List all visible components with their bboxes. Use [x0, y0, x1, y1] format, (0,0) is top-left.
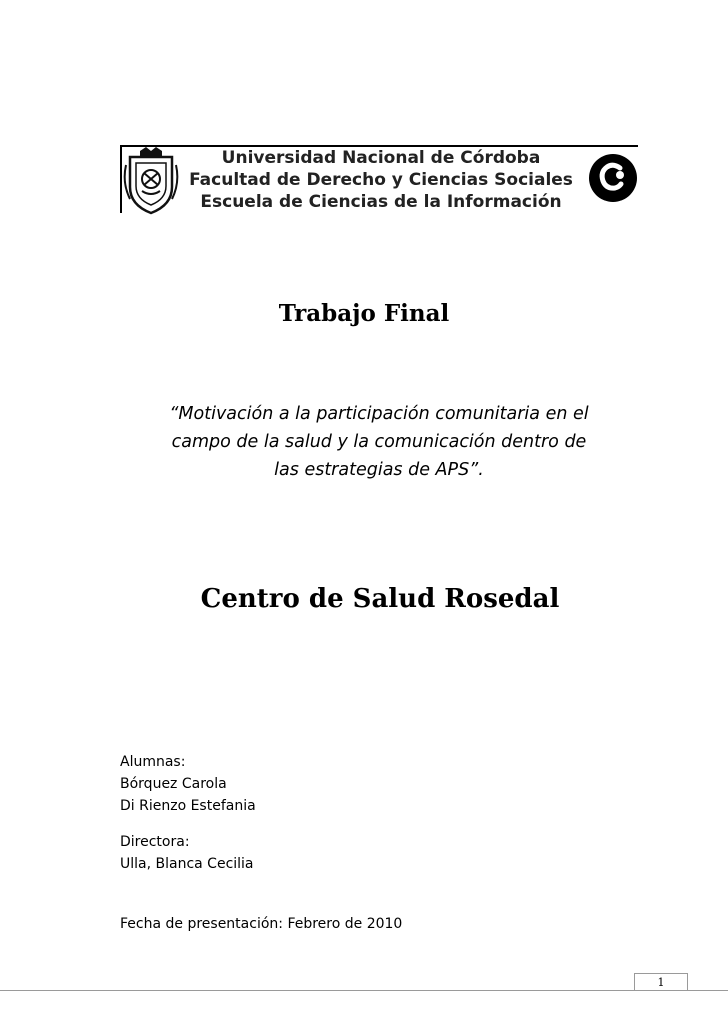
university-crest-icon	[120, 143, 182, 215]
health-center-title: Centro de Salud Rosedal	[200, 584, 560, 614]
school-name: Escuela de Ciencias de la Información	[200, 192, 562, 212]
subtitle-line: “Motivación a la participación comunitaria en el	[169, 404, 589, 424]
students-block	[120, 751, 256, 817]
director-block	[120, 831, 254, 875]
student-name: Di Rienzo Estefania	[120, 798, 256, 814]
institution-names	[176, 147, 586, 213]
page-number: 1	[634, 973, 688, 991]
university-name: Universidad Nacional de Córdoba	[221, 148, 541, 168]
subtitle-line: las estrategias de APS”.	[274, 460, 484, 480]
students-label: Alumnas:	[120, 754, 186, 770]
footer-rule	[0, 990, 728, 991]
director-name: Ulla, Blanca Cecilia	[120, 856, 254, 872]
faculty-name: Facultad de Derecho y Ciencias Sociales	[189, 170, 573, 190]
institution-header	[120, 143, 638, 215]
subtitle-line: campo de la salud y la comunicación dentro de	[171, 432, 587, 452]
thesis-subtitle	[120, 400, 638, 484]
director-label: Directora:	[120, 834, 190, 850]
document-type-title: Trabajo Final	[278, 300, 450, 327]
eci-logo-icon	[588, 153, 638, 203]
student-name: Bórquez Carola	[120, 776, 227, 792]
presentation-date: Fecha de presentación: Febrero de 2010	[120, 916, 403, 932]
